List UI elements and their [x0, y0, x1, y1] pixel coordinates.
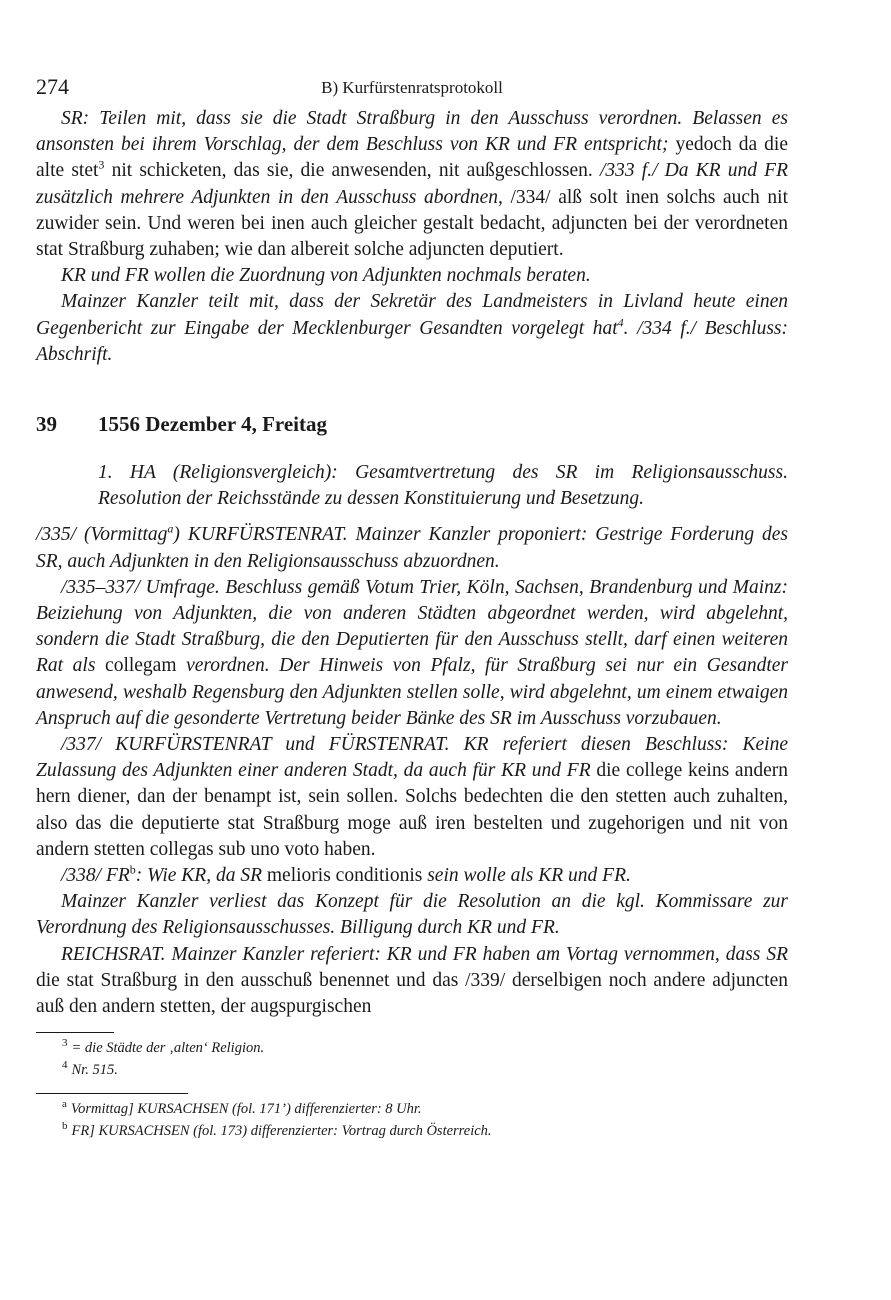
document-page [36, 74, 788, 1142]
footnote-ref-4[interactable]: 4 [617, 315, 624, 330]
variant-notes-divider [36, 1093, 188, 1094]
running-title: B) Kurfürstenratsprotokoll [321, 78, 503, 97]
footnote-divider [36, 1032, 114, 1033]
section-date: 1556 Dezember 4, Freitag [98, 412, 327, 437]
paragraph-resolution-draft: Mainzer Kanzler verliest das Konzept für die Resolution an die kgl. Kommissare zur Verordnung des Religionsausschusses. Billigung durch KR und FR. [36, 891, 788, 939]
section-summary: 1. HA (Religionsvergleich): Gesamtvertretung des SR im Religionsausschuss. Resolution der Reichsstände zu dessen Konstituierung und Besetzung. [98, 462, 788, 510]
section-heading [36, 412, 788, 444]
paragraph-sr-reply: SR: Teilen mit, dass sie die Stadt Straßburg in den Ausschuss verordnen. Belassen es ansonsten bei ihrem Vorschlag, der dem Beschluss von KR und FR entspricht; yedoch da die alte stet$^3$ nit schicketen, das sie, die anwesenden, nit außgeschlossen. /333 f./ Da KR und FR zusätzlich mehrere Adjunkten in den Ausschuss abordnen, /334/ alß solt inen solchs auch nit zuwider sein. Und weren bei inen auch gleicher gestalt bedacht, adjuncten bei der verordneten stat Straßburg zuhaben; wie dan albereit solche adjuncten deputiert. [36, 108, 789, 261]
variant-ref-a[interactable]: a [167, 521, 174, 536]
footnote-4: $^4$ Nr. 515. [62, 1059, 118, 1079]
footnote-3: $^3$ = die Städte der ‚alten‘ Religion. [62, 1037, 265, 1057]
variant-note-a: $^a$ Vormittag] KURSACHSEN (fol. 171’) differenzierter: 8 Uhr. [62, 1098, 422, 1118]
paragraph-kr-fr-report: /337/ KURFÜRSTENRAT und FÜRSTENRAT. KR referiert diesen Beschluss: Keine Zulassung des Adjunkten einer anderen Stadt, da auch für KR und FR die college keins andern hern diener, dan der benampt ist, sein sollen. Solchs bedechten die den stetten auch zuhalten, also das die deputierte stat Straßburg moge auß iren bestelten und zugehorigen und nit von andern stetten collegas sub uno voto haben. [36, 734, 788, 860]
section-number: 39 [36, 412, 57, 437]
variant-note-b: $^b$ FR] KURSACHSEN (fol. 173) differenzierter: Vortrag durch Österreich. [62, 1120, 492, 1140]
variant-ref-b[interactable]: b [129, 862, 136, 877]
paragraph-umfrage: /335–337/ Umfrage. Beschluss gemäß Votum Trier, Köln, Sachsen, Brandenburg und Mainz: Beiziehung von Adjunkten, die von anderen Städten abgeordnet werden, wird abgelehnt, sondern die Stadt Straßburg, die den Deputierten für den Ausschuss stellt, darf einen weiteren Rat als collegam verordnen. Der Hinweis von Pfalz, für Straßburg sei nur ein Gesandter anwesend, weshalb Regensburg den Adjunkten stellen solle, wird abgelehnt, um einem etwaigen Anspruch auf die gesonderte Vertretung beider Bänke des SR im Ausschuss vorzubauen. [36, 576, 788, 729]
page-number: 274 [36, 74, 69, 99]
page-header [36, 74, 788, 106]
footnote-ref-3[interactable]: 3 [98, 157, 105, 172]
paragraph-kr-fr-advise: KR und FR wollen die Zuordnung von Adjunkten nochmals beraten. [61, 265, 591, 287]
paragraph-reichsrat: REICHSRAT. Mainzer Kanzler referiert: KR und FR haben am Vortag vernommen, dass SR die stat Straßburg in den ausschuß benennet und das /339/ derselbigen noch andere adjuncten auß den andern stetten, der augspurgischen [36, 943, 788, 1018]
paragraph-mainz-chancellor: Mainzer Kanzler teilt mit, dass der Sekretär des Landmeisters in Livland heute einen Gegenbericht zur Eingabe der Mecklenburger Gesandten vorgelegt hat$^4$. /334 f./ Beschluss: Abschrift. [36, 291, 788, 365]
paragraph-proposition: /335/ (Vormittag$^a$) KURFÜRSTENRAT. Mainzer Kanzler proponiert: Gestrige Forderung des SR, auch Adjunkten in den Religionsausschuss abzuordnen. [36, 521, 788, 572]
paragraph-fr-reply: /338/ $FR^b$: Wie KR, da SR melioris conditionis sein wolle als KR und FR. [61, 862, 631, 887]
